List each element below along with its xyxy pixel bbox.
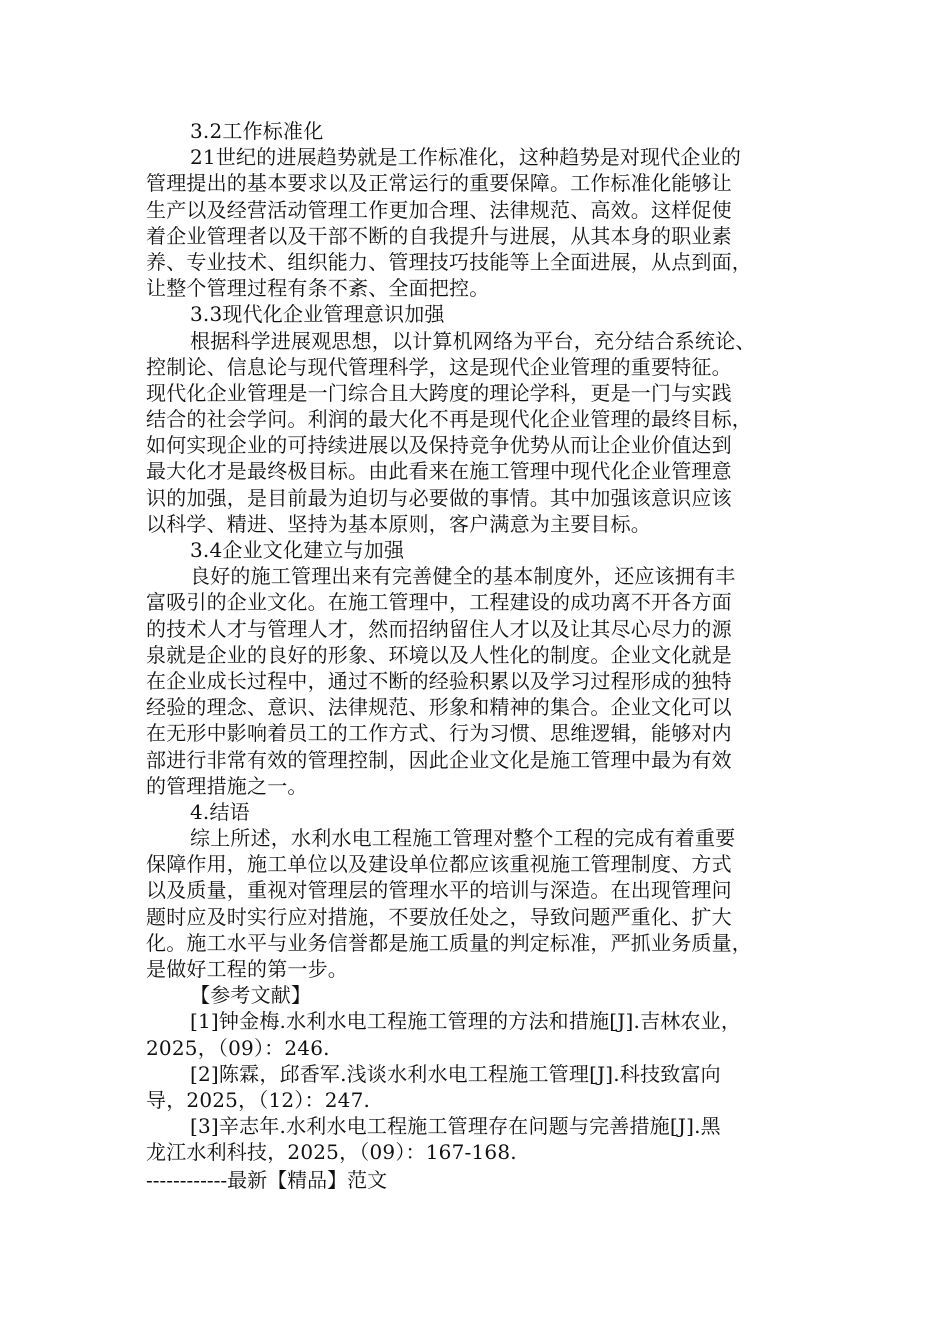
text-line: 2025，（09）：246.: [146, 1035, 330, 1060]
text-line: 生产以及经营活动管理工作更加合理、法律规范、高效。这样促使: [146, 197, 732, 222]
text-line: 综上所述，水利水电工程施工管理对整个工程的完成有着重要: [190, 826, 736, 851]
text-line: 的管理措施之一。: [146, 773, 308, 798]
text-line: 现代化企业管理是一门综合且大跨度的理论学科，更是一门与实践: [146, 380, 732, 405]
text-line: 着企业管理者以及干部不断的自我提升与进展，从其本身的职业素: [146, 223, 732, 248]
text-line: 如何实现企业的可持续进展以及保持竞争优势从而让企业价值达到: [146, 433, 732, 458]
text-line: 泉就是企业的良好的形象、环境以及人性化的制度。企业文化就是: [146, 642, 732, 667]
text-line: 21世纪的进展趋势就是工作标准化，这种趋势是对现代企业的: [190, 145, 742, 170]
text-line: 3.3现代化企业管理意识加强: [190, 302, 445, 327]
text-line: 导，2025，（12）：247.: [146, 1087, 371, 1112]
text-line: 控制论、信息论与现代管理科学，这是现代企业管理的重要特征。: [146, 354, 732, 379]
text-line: [2]陈霖，邱香军.浅谈水利水电工程施工管理[J].科技致富向: [190, 1061, 721, 1086]
text-line: 龙江水利科技，2025，（09）：167-168.: [146, 1140, 517, 1165]
text-line: 题时应及时实行应对措施，不要放任处之，导致问题严重化、扩大: [146, 904, 732, 929]
text-line: 3.2工作标准化: [190, 119, 324, 143]
text-line: 养、专业技术、组织能力、管理技巧技能等上全面进展，从点到面，: [146, 249, 752, 274]
text-line: 化。施工水平与业务信誉都是施工质量的判定标准，严抓业务质量，: [146, 930, 752, 955]
text-line: [1]钟金梅.水利水电工程施工管理的方法和措施[J].吉林农业，: [190, 1009, 742, 1034]
text-line: 部进行非常有效的管理控制，因此企业文化是施工管理中最为有效: [146, 747, 732, 772]
text-line: 富吸引的企业文化。在施工管理中，工程建设的成功离不开各方面: [146, 590, 732, 615]
text-line: 管理提出的基本要求以及正常运行的重要保障。工作标准化能够让: [146, 171, 732, 196]
text-line: 让整个管理过程有条不紊、全面把控。: [146, 276, 490, 301]
document-body: [146, 118, 806, 1166]
text-line: 在无形中影响着员工的工作方式、行为习惯、思维逻辑，能够对内: [146, 721, 732, 746]
text-line: 保障作用，施工单位以及建设单位都应该重视施工管理制度、方式: [146, 852, 732, 877]
text-line: 4.结语: [190, 799, 250, 824]
text-line: 的技术人才与管理人才，然而招纳留住人才以及让其尽心尽力的源: [146, 616, 732, 641]
text-line: 最大化才是最终极目标。由此看来在施工管理中现代化企业管理意: [146, 459, 732, 484]
text-line: 以科学、精进、坚持为基本原则，客户满意为主要目标。: [146, 511, 651, 536]
text-line: 结合的社会学问。利润的最大化不再是现代化企业管理的最终目标，: [146, 407, 752, 432]
text-line: 3.4企业文化建立与加强: [190, 538, 405, 562]
text-line: 良好的施工管理出来有完善健全的基本制度外，还应该拥有丰: [190, 564, 736, 589]
text-line: 在企业成长过程中，通过不断的经验积累以及学习过程形成的独特: [146, 668, 732, 693]
text-line: 经验的理念、意识、法律规范、形象和精神的集合。企业文化可以: [146, 695, 732, 720]
text-line: 根据科学进展观思想，以计算机网络为平台，充分结合系统论、: [190, 328, 756, 353]
footer-banner: ------------最新【精品】范文: [146, 1168, 388, 1192]
text-line: 以及质量，重视对管理层的管理水平的培训与深造。在出现管理问: [146, 878, 732, 903]
text-line: 识的加强，是目前最为迫切与必要做的事情。其中加强该意识应该: [146, 485, 732, 510]
text-line: 【参考文献】: [190, 983, 312, 1008]
text-line: 是做好工程的第一步。: [146, 957, 348, 981]
text-line: [3]辛志年.水利水电工程施工管理存在问题与完善措施[J].黑: [190, 1114, 721, 1139]
